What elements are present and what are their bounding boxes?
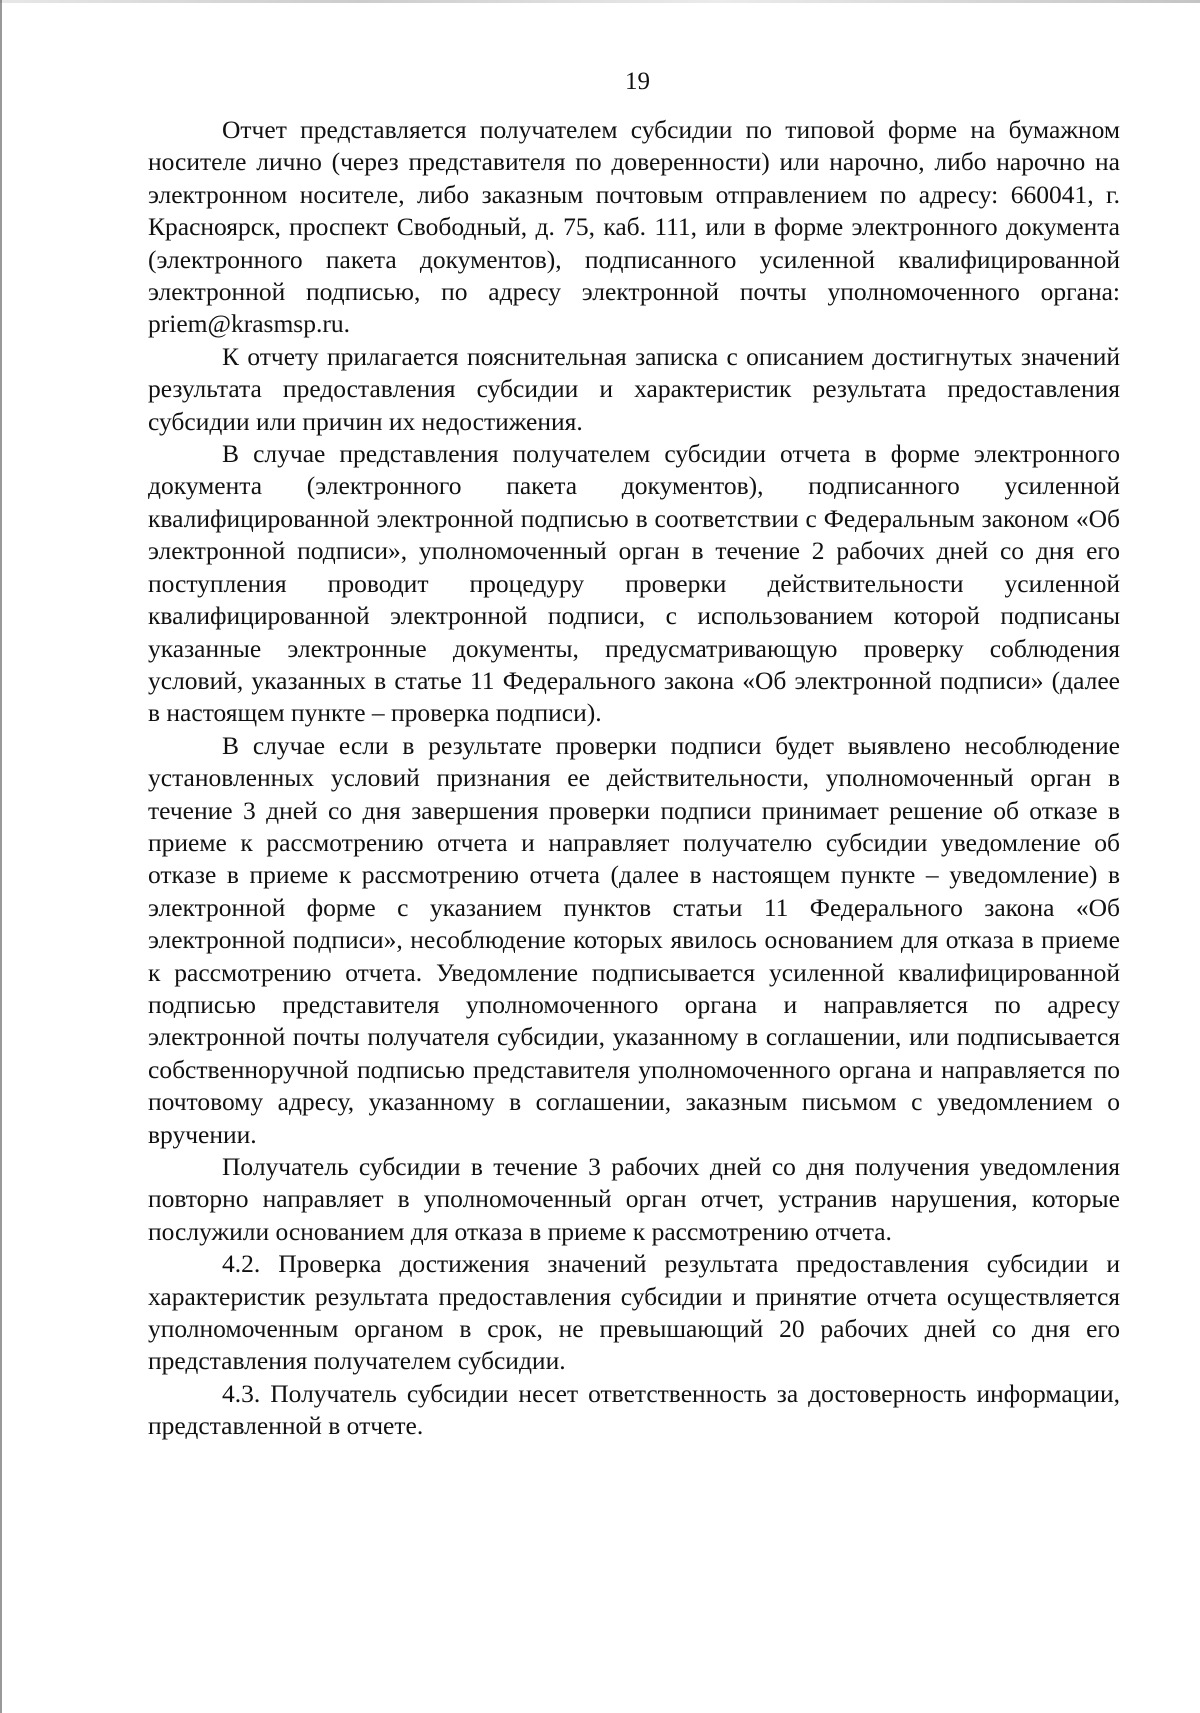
scan-top-edge <box>0 0 1200 3</box>
document-body <box>148 114 1120 1443</box>
paragraph-explanatory-note: К отчету прилагается пояснительная записка с описанием достигнутых значений результата предоставления субсидии и характеристик результата предоставления субсидии или причин их недостижения. <box>148 341 1120 436</box>
paragraph-section-4-3: 4.3. Получатель субсидии несет ответственность за достоверность информации, представленной в отчете. <box>148 1378 1120 1441</box>
page-number: 19 <box>625 68 650 95</box>
paragraph-section-4-2: 4.2. Проверка достижения значений результата предоставления субсидии и характеристик результата предоставления субсидии и принятие отчета осуществляется уполномоченным органом в срок, не превышающий 20 рабочих дней со дня его представления получателем субсидии. <box>148 1249 1120 1376</box>
paragraph-report-submission: Отчет представляется получателем субсидии по типовой форме на бумажном носителе лично (через представителя по доверенности) или нарочно, либо нарочно на электронном носителе, либо заказным почтовым отправлением по адресу: 660041, г. Красноярск, проспект Свободный, д. 75, каб. 111, или в форме электронного документа (электронного пакета документов), подписанного усиленной квалифицированной электронной подписью, по адресу электронной почты уполномоченного органа: priem@krasmsp.ru. <box>148 115 1120 339</box>
scan-left-edge <box>0 0 2 1713</box>
paragraph-electronic-signature-check: В случае представления получателем субсидии отчета в форме электронного документа (электронного пакета документов), подписанного усиленной квалифицированной электронной подписью в соответствии с Федеральным законом «Об электронной подписи», уполномоченный орган в течение 2 рабочих дней со дня его поступления проводит процедуру проверки действительности усиленной квалифицированной электронной подписи, с использованием которой подписаны указанные электронные документы, предусматривающую проверку соблюдения условий, указанных в статье 11 Федерального закона «Об электронной подписи» (далее в настоящем пункте – проверка подписи). <box>148 439 1120 728</box>
paragraph-resubmission: Получатель субсидии в течение 3 рабочих дней со дня получения уведомления повторно направляет в уполномоченный орган отчет, устранив нарушения, которые послужили основанием для отказа в приеме к рассмотрению отчета. <box>148 1152 1120 1246</box>
paragraph-refusal-notice: В случае если в результате проверки подписи будет выявлено несоблюдение установленных условий признания ее действительности, уполномоченный орган в течение 3 дней со дня завершения проверки подписи принимает решение об отказе в приеме к рассмотрению отчета и направляет получателю субсидии уведомление об отказе в приеме к рассмотрению отчета (далее в настоящем пункте – уведомление) в электронной форме с указанием пунктов статьи 11 Федерального закона «Об электронной подписи», несоблюдение которых явилось основанием для отказа в приеме к рассмотрению отчета. Уведомление подписывается усиленной квалифицированной подписью представителя уполномоченного органа и направляется по адресу электронной почты получателя субсидии, указанному в соглашении, или подписывается собственноручной подписью представителя уполномоченного органа и направляется по почтовому адресу, указанному в соглашении, заказным письмом с уведомлением о вручении. <box>148 730 1120 1149</box>
